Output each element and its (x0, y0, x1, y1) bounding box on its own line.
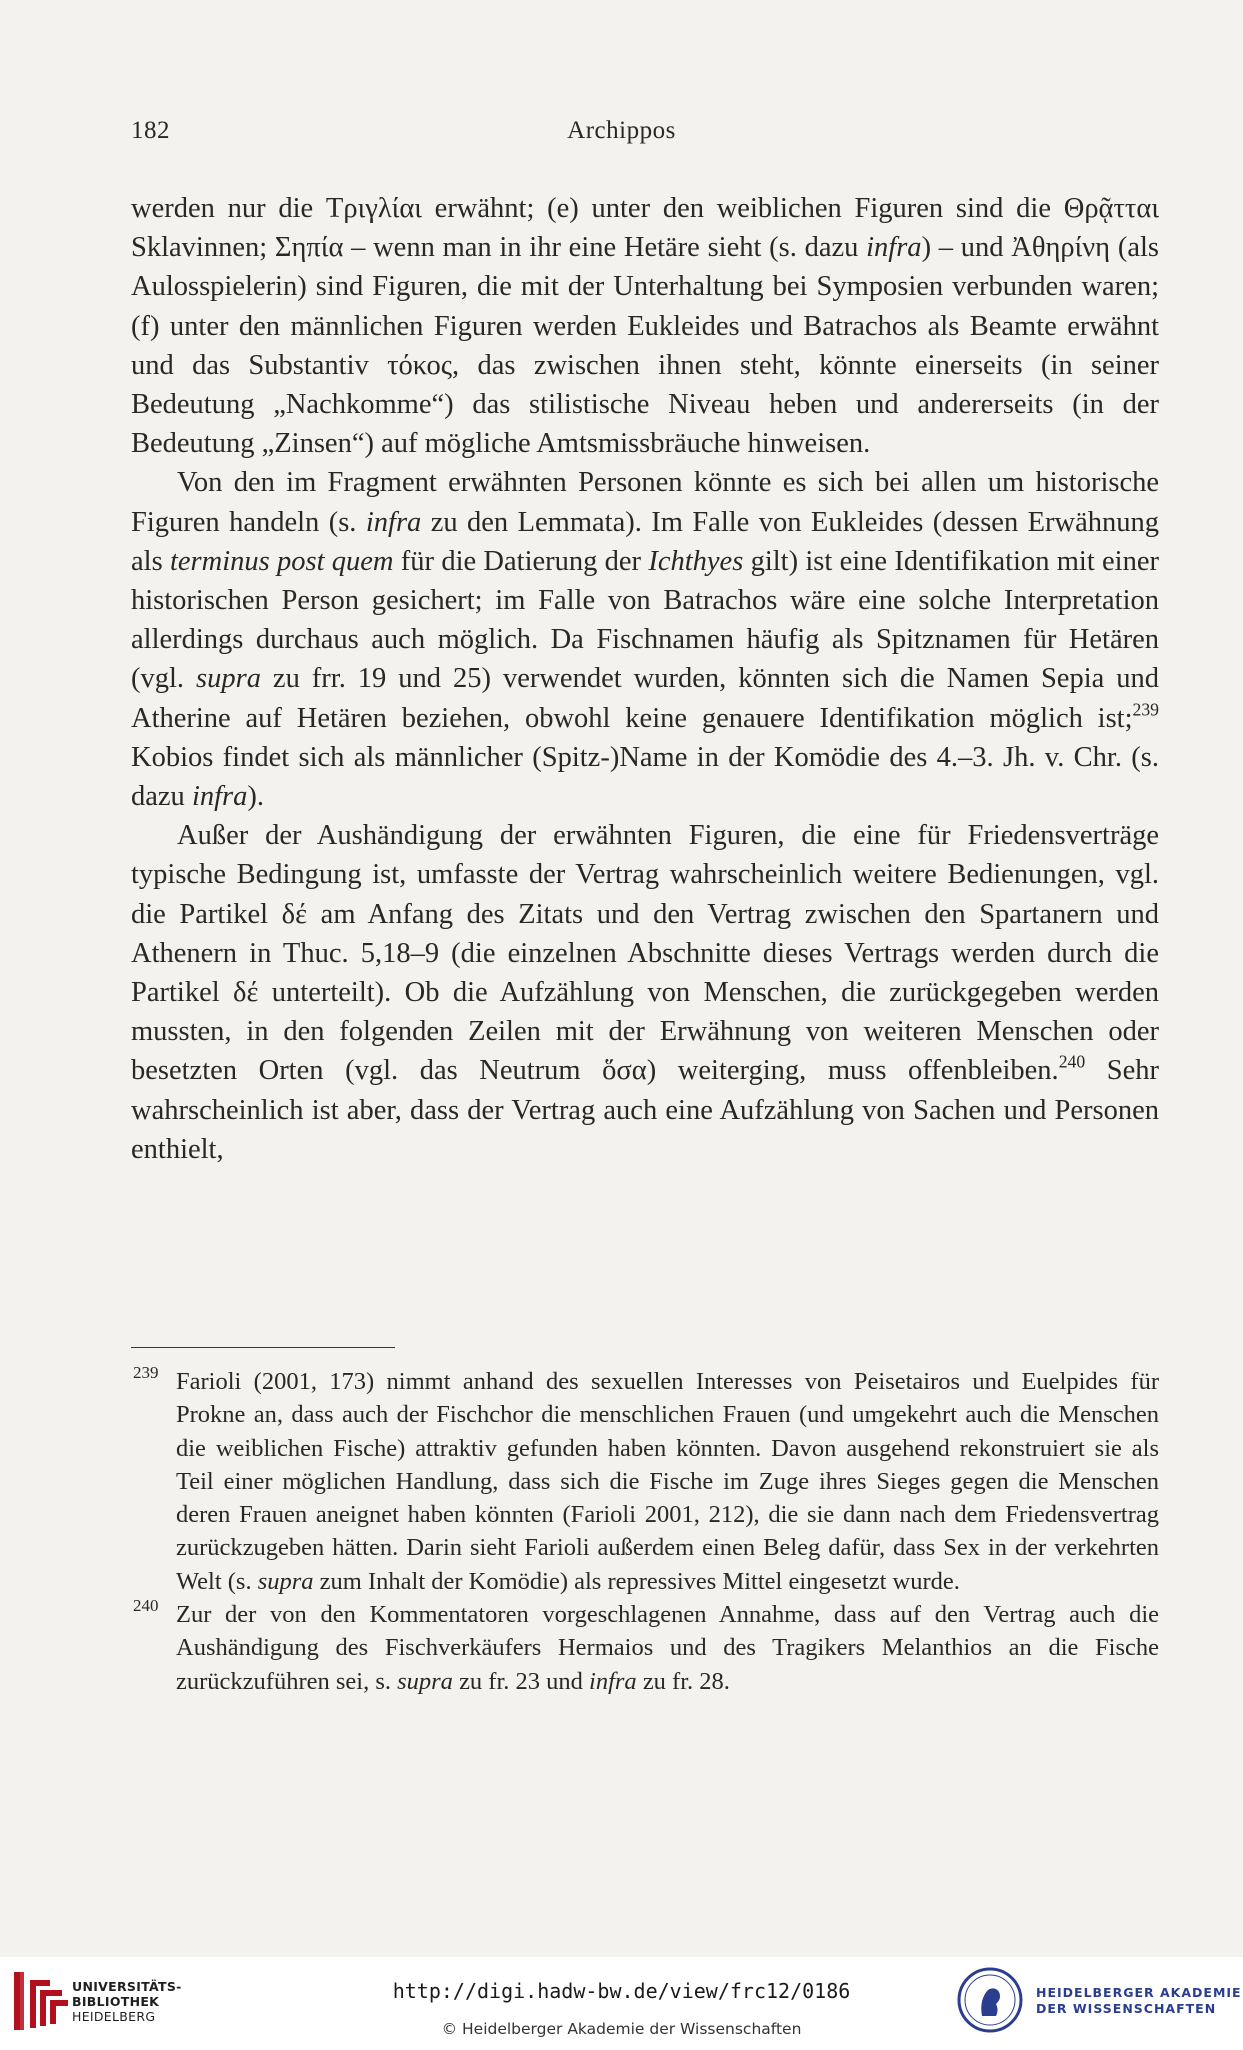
main-text (131, 189, 1159, 1169)
footer-bar (0, 1957, 1243, 2050)
footnote-text: Zur der von den Kommentatoren vorgeschlagenen Annahme, dass auf den Vertrag auch die Aushändigung des Fischverkäufers Hermaios und des Tragikers Melanthios an die Fische zurückzuführen sei, s. supra zu fr. 23 und infra zu fr. 28. (176, 1601, 1159, 1695)
document-url-link[interactable]: http://digi.hadw-bw.de/view/frc12/0186 (392, 1979, 851, 2003)
academy-seal-icon (956, 1966, 1024, 2034)
footnote-text: Farioli (2001, 173) nimmt anhand des sexuellen Interesses von Peisetairos und Euelpides für Prokne an, dass auch der Fischchor die menschlichen Frauen (und umgekehrt auch die Menschen die weiblichen Fische) attraktiv gefunden haben könnten. Davon ausgehend rekonstruiert sie als Teil einer möglichen Handlung, dass sich die Fische im Zuge ihres Sieges gegen die Menschen deren Frauen aneignet haben könnten (Farioli 2001, 212), die sie dann nach dem Friedensvertrag zurückzugeben hätten. Darin sieht Farioli außerdem einen Beleg dafür, dass Sex in der verkehrten Welt (s. supra zum Inhalt der Komödie) als repressives Mittel eingesetzt wurde. (176, 1368, 1159, 1595)
page-number: 182 (131, 117, 170, 144)
university-library-name: UNIVERSITÄTS- BIBLIOTHEK HEIDELBERG (72, 1979, 182, 2024)
copyright-notice: © Heidelberger Akademie der Wissenschaften (441, 2020, 802, 2038)
paragraph-1: werden nur die Τριγλίαι erwähnt; (e) unter den weiblichen Figuren sind die Θρᾷτται Sklavinnen; Σηπία – wenn man in ihr eine Hetäre sieht (s. dazu infra) – und Ἀθηρίνη (als Aulosspielerin) sind Figuren, die mit der Unterhaltung bei Symposien verbunden waren; (f) unter den männlichen Figuren werden Eukleides und Batrachos als Beamte erwähnt und das Substantiv τόκος, das zwischen ihnen steht, könnte einerseits (in seiner Bedeutung „Nachkomme“) das stilistische Niveau heben und andererseits (in der Bedeutung „Zinsen“) auf mögliche Amtsmissbräuche hinweisen. (131, 193, 1159, 460)
footnote-240 (131, 1598, 1159, 1698)
footnote-239 (131, 1365, 1159, 1598)
footnotes (131, 1365, 1159, 1698)
footnote-number: 239 (133, 1363, 159, 1382)
paragraph-3: Außer der Aushändigung der erwähnten Figuren, die eine für Friedensverträge typische Bedingung ist, umfasste der Vertrag wahrscheinlich weitere Bedienungen, vgl. die Partikel δέ am Anfang des Zitats und den Vertrag zwischen den Spartanern und Athenern in Thuc. 5,18–9 (die einzelnen Abschnitte dieses Vertrags werden durch die Partikel δέ unterteilt). Ob die Aufzählung von Menschen, die zurückgegeben werden mussten, in den folgenden Zeilen mit der Erwähnung von weiteren Menschen oder besetzten Orten (vgl. das Neutrum ὅσα) weiterging, muss offenbleiben.$^{240}$ Sehr wahrscheinlich ist aber, dass der Vertrag auch eine Aufzählung von Sachen und Personen enthielt, (131, 820, 1159, 1165)
footnote-separator (131, 1347, 395, 1348)
running-head: Archippos (567, 117, 676, 144)
paragraph-2: Von den im Fragment erwähnten Personen könnte es sich bei allen um historische Figuren handeln (s. infra zu den Lemmata). Im Falle von Eukleides (dessen Erwähnung als terminus post quem für die Datierung der Ichthyes gilt) ist eine Identifikation mit einer historischen Person gesichert; im Falle von Batrachos wäre eine solche Interpretation allerdings durchaus auch möglich. Da Fischnamen häufig als Spitznamen für Hetären (vgl. supra zu frr. 19 und 25) verwendet wurden, könnten sich die Namen Sepia und Atherine auf Hetären beziehen, obwohl keine genauere Identifikation möglich ist;$^{239}$ Kobios findet sich als männlicher (Spitz-)Name in der Komödie des 4.–3. Jh. v. Chr. (s. dazu infra). (131, 467, 1159, 813)
footnote-number: 240 (133, 1596, 159, 1616)
academy-name: HEIDELBERGER AKADEMIE DER WISSENSCHAFTEN (1036, 1985, 1242, 2016)
